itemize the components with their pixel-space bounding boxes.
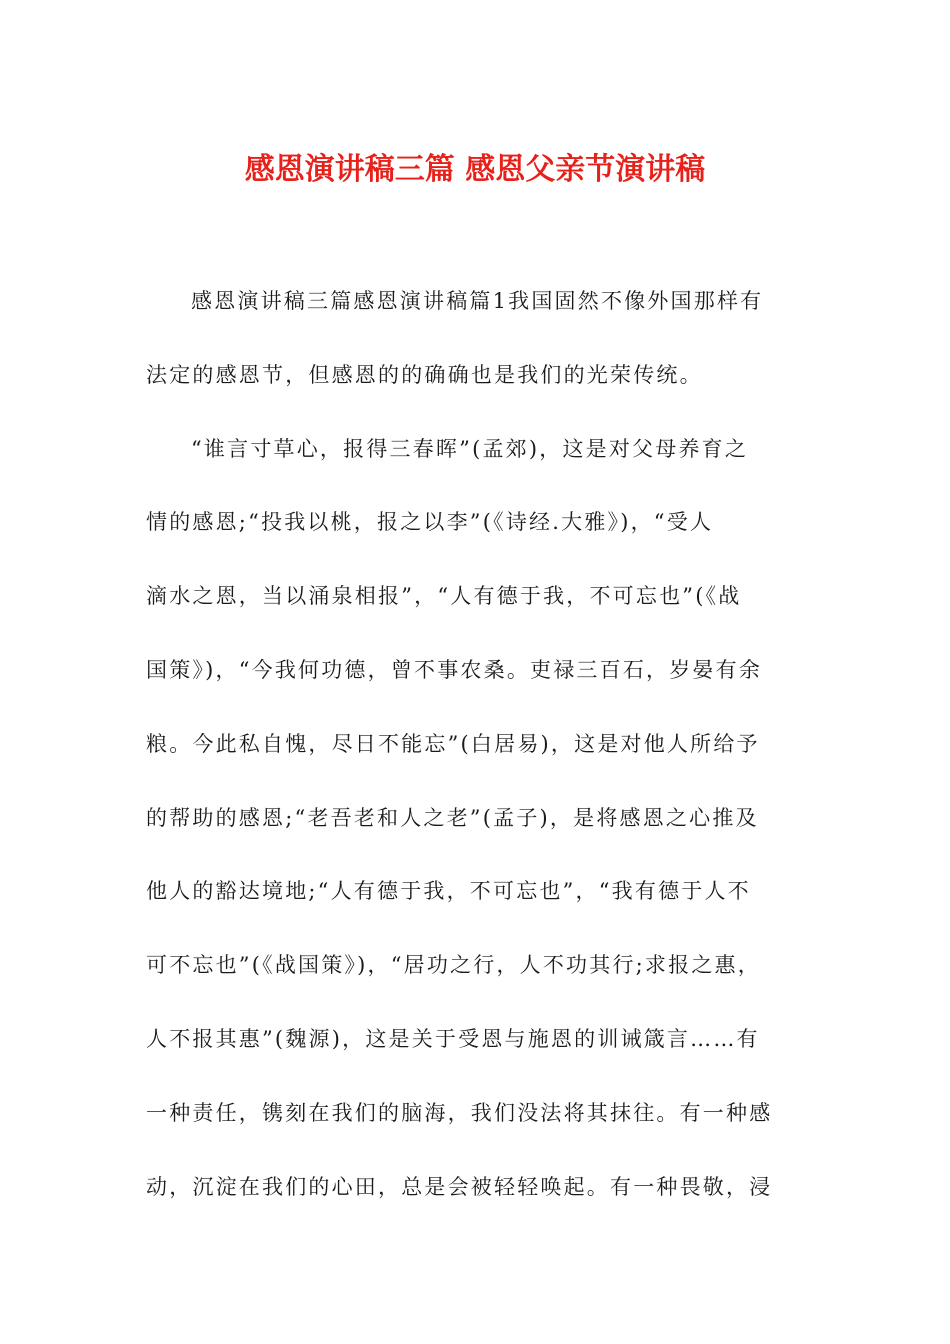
document-title: 感恩演讲稿三篇 感恩父亲节演讲稿 xyxy=(244,152,706,187)
document-body xyxy=(146,277,814,1236)
paragraph-2-line-7: 他人的豁达境地;“人有德于我，不可忘也”，“我有德于人不 xyxy=(146,879,751,904)
paragraph-2-line-10: 一种责任，镌刻在我们的脑海，我们没法将其抹往。有一种感 xyxy=(146,1100,773,1125)
paragraph-2-line-2: 情的感恩;“投我以桃，报之以李”(《诗经.大雅》)，“受人 xyxy=(146,510,714,535)
paragraph-2-line-1: “谁言寸草心，报得三春晖”(孟郊)，这是对父母养育之 xyxy=(191,436,749,461)
paragraph-2-line-4: 国策》)，“今我何功德，曾不事农桑。吏禄三百石，岁晏有余 xyxy=(146,657,763,682)
paragraph-2-line-5: 粮。今此私自愧，尽日不能忘”(白居易)，这是对他人所给予 xyxy=(146,731,760,756)
paragraph-1-line-2: 法定的感恩节，但感恩的的确确也是我们的光荣传统。 xyxy=(146,362,703,387)
paragraph-2-line-6: 的帮助的感恩;“老吾老和人之老”(孟子)，是将感恩之心推及 xyxy=(146,805,759,830)
paragraph-1-line-1: 感恩演讲稿三篇感恩演讲稿篇1我国固然不像外国那样有 xyxy=(191,289,764,313)
paragraph-2-line-3: 滴水之恩，当以涌泉相报”，“人有德于我，不可忘也”(《战 xyxy=(146,584,742,609)
paragraph-2-line-11: 动，沉淀在我们的心田，总是会被轻轻唤起。有一种畏敬，浸 xyxy=(146,1174,773,1199)
paragraph-2-line-9: 人不报其惠”(魏源)，这是关于受恩与施恩的训诫箴言……有 xyxy=(146,1026,760,1051)
paragraph-2-line-8: 可不忘也”(《战国策》)，“居功之行，人不功其行;求报之惠， xyxy=(146,953,761,978)
